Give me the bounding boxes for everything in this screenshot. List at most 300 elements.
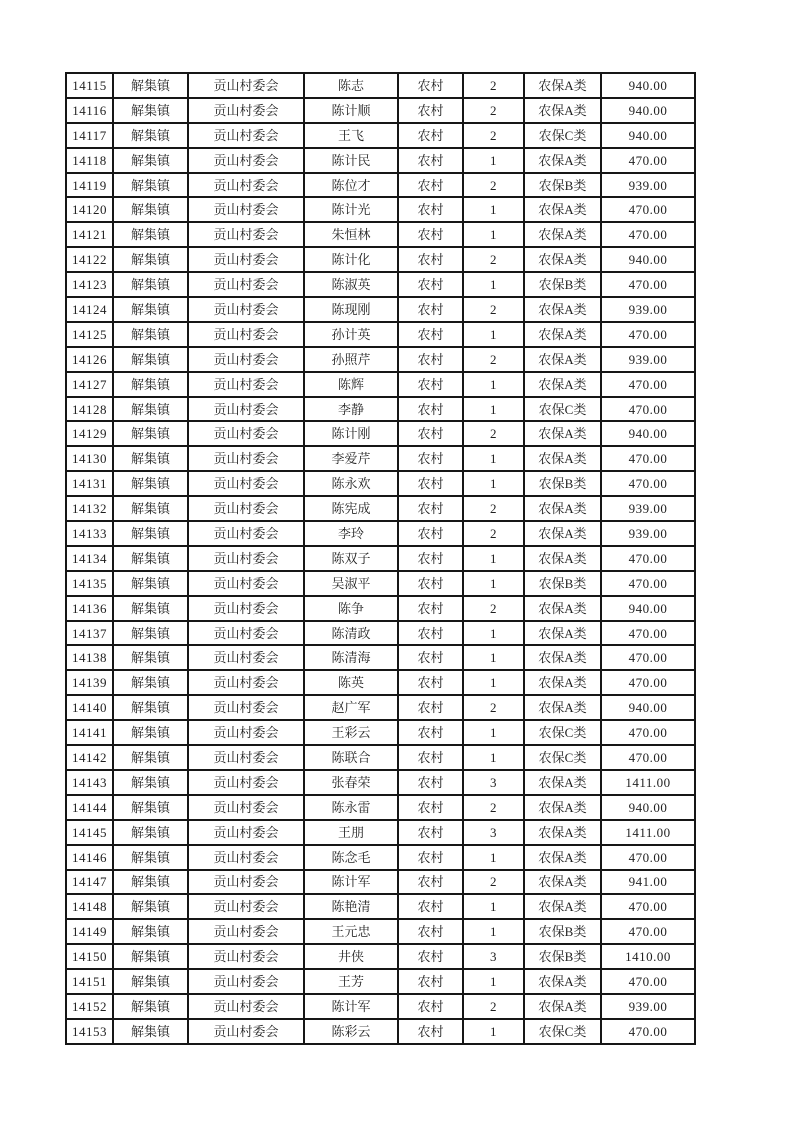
table-row (66, 546, 695, 571)
cell-residence-type: 农村 (398, 919, 463, 944)
cell-insurance-category: 农保C类 (524, 1019, 601, 1044)
cell-insurance-category: 农保A类 (524, 222, 601, 247)
cell-record-id: 14140 (66, 695, 113, 720)
cell-person-count: 2 (463, 123, 524, 148)
cell-town: 解集镇 (113, 969, 188, 994)
cell-name: 陈联合 (304, 745, 398, 770)
table-row (66, 820, 695, 845)
cell-village: 贡山村委会 (188, 347, 304, 372)
cell-insurance-category: 农保B类 (524, 272, 601, 297)
cell-person-count: 2 (463, 596, 524, 621)
table-row (66, 969, 695, 994)
cell-village: 贡山村委会 (188, 919, 304, 944)
cell-insurance-category: 农保A类 (524, 894, 601, 919)
cell-town: 解集镇 (113, 919, 188, 944)
cell-amount: 470.00 (601, 372, 695, 397)
cell-amount: 939.00 (601, 173, 695, 198)
cell-person-count: 1 (463, 222, 524, 247)
cell-insurance-category: 农保A类 (524, 695, 601, 720)
cell-person-count: 1 (463, 670, 524, 695)
table-row (66, 446, 695, 471)
cell-insurance-category: 农保A类 (524, 73, 601, 98)
cell-residence-type: 农村 (398, 546, 463, 571)
cell-record-id: 14118 (66, 148, 113, 173)
cell-village: 贡山村委会 (188, 222, 304, 247)
cell-name: 陈双子 (304, 546, 398, 571)
cell-village: 贡山村委会 (188, 297, 304, 322)
cell-amount: 470.00 (601, 720, 695, 745)
cell-amount: 1411.00 (601, 820, 695, 845)
cell-insurance-category: 农保A类 (524, 845, 601, 870)
table-body (66, 73, 695, 1044)
cell-village: 贡山村委会 (188, 571, 304, 596)
cell-person-count: 2 (463, 695, 524, 720)
cell-amount: 470.00 (601, 197, 695, 222)
cell-amount: 470.00 (601, 272, 695, 297)
cell-amount: 470.00 (601, 645, 695, 670)
cell-amount: 470.00 (601, 446, 695, 471)
cell-insurance-category: 农保A类 (524, 322, 601, 347)
cell-insurance-category: 农保C类 (524, 123, 601, 148)
cell-residence-type: 农村 (398, 173, 463, 198)
table-row (66, 322, 695, 347)
cell-person-count: 1 (463, 197, 524, 222)
table-row (66, 670, 695, 695)
cell-town: 解集镇 (113, 770, 188, 795)
cell-village: 贡山村委会 (188, 969, 304, 994)
cell-residence-type: 农村 (398, 222, 463, 247)
cell-record-id: 14138 (66, 645, 113, 670)
cell-record-id: 14133 (66, 521, 113, 546)
cell-town: 解集镇 (113, 845, 188, 870)
cell-amount: 470.00 (601, 1019, 695, 1044)
cell-insurance-category: 农保B类 (524, 919, 601, 944)
cell-amount: 470.00 (601, 894, 695, 919)
cell-name: 陈争 (304, 596, 398, 621)
cell-village: 贡山村委会 (188, 421, 304, 446)
cell-amount: 470.00 (601, 621, 695, 646)
table-row (66, 745, 695, 770)
cell-name: 张春荣 (304, 770, 398, 795)
cell-town: 解集镇 (113, 98, 188, 123)
cell-village: 贡山村委会 (188, 720, 304, 745)
cell-town: 解集镇 (113, 521, 188, 546)
cell-amount: 939.00 (601, 521, 695, 546)
cell-name: 王彩云 (304, 720, 398, 745)
cell-town: 解集镇 (113, 421, 188, 446)
cell-town: 解集镇 (113, 670, 188, 695)
table-row (66, 596, 695, 621)
cell-name: 陈淑英 (304, 272, 398, 297)
table-row (66, 720, 695, 745)
cell-town: 解集镇 (113, 596, 188, 621)
cell-town: 解集镇 (113, 870, 188, 895)
cell-name: 陈永欢 (304, 471, 398, 496)
cell-residence-type: 农村 (398, 123, 463, 148)
cell-town: 解集镇 (113, 347, 188, 372)
cell-insurance-category: 农保A类 (524, 297, 601, 322)
table-row (66, 870, 695, 895)
cell-town: 解集镇 (113, 397, 188, 422)
cell-record-id: 14124 (66, 297, 113, 322)
table-row (66, 98, 695, 123)
cell-person-count: 1 (463, 1019, 524, 1044)
cell-village: 贡山村委会 (188, 894, 304, 919)
table-row (66, 919, 695, 944)
cell-record-id: 14153 (66, 1019, 113, 1044)
cell-person-count: 1 (463, 471, 524, 496)
cell-amount: 939.00 (601, 297, 695, 322)
cell-record-id: 14116 (66, 98, 113, 123)
cell-residence-type: 农村 (398, 994, 463, 1019)
cell-name: 李爱芹 (304, 446, 398, 471)
cell-insurance-category: 农保A类 (524, 670, 601, 695)
cell-name: 陈计光 (304, 197, 398, 222)
cell-insurance-category: 农保C类 (524, 720, 601, 745)
cell-amount: 939.00 (601, 994, 695, 1019)
cell-village: 贡山村委会 (188, 471, 304, 496)
cell-town: 解集镇 (113, 73, 188, 98)
cell-village: 贡山村委会 (188, 372, 304, 397)
cell-amount: 470.00 (601, 322, 695, 347)
cell-village: 贡山村委会 (188, 322, 304, 347)
cell-village: 贡山村委会 (188, 770, 304, 795)
cell-residence-type: 农村 (398, 870, 463, 895)
cell-town: 解集镇 (113, 720, 188, 745)
cell-residence-type: 农村 (398, 496, 463, 521)
cell-record-id: 14120 (66, 197, 113, 222)
cell-name: 赵广军 (304, 695, 398, 720)
cell-insurance-category: 农保A类 (524, 645, 601, 670)
cell-record-id: 14144 (66, 795, 113, 820)
cell-insurance-category: 农保A类 (524, 421, 601, 446)
cell-person-count: 2 (463, 173, 524, 198)
cell-record-id: 14152 (66, 994, 113, 1019)
cell-town: 解集镇 (113, 645, 188, 670)
cell-amount: 470.00 (601, 397, 695, 422)
cell-insurance-category: 农保A类 (524, 969, 601, 994)
cell-residence-type: 农村 (398, 695, 463, 720)
cell-person-count: 1 (463, 720, 524, 745)
cell-town: 解集镇 (113, 795, 188, 820)
cell-record-id: 14117 (66, 123, 113, 148)
cell-residence-type: 农村 (398, 521, 463, 546)
cell-residence-type: 农村 (398, 197, 463, 222)
cell-village: 贡山村委会 (188, 1019, 304, 1044)
table-row (66, 397, 695, 422)
cell-name: 陈志 (304, 73, 398, 98)
cell-insurance-category: 农保C类 (524, 745, 601, 770)
cell-residence-type: 农村 (398, 297, 463, 322)
table-row (66, 347, 695, 372)
cell-village: 贡山村委会 (188, 73, 304, 98)
cell-record-id: 14136 (66, 596, 113, 621)
table-row (66, 173, 695, 198)
cell-amount: 470.00 (601, 471, 695, 496)
cell-village: 贡山村委会 (188, 546, 304, 571)
cell-amount: 940.00 (601, 98, 695, 123)
cell-town: 解集镇 (113, 894, 188, 919)
cell-amount: 940.00 (601, 73, 695, 98)
cell-person-count: 1 (463, 645, 524, 670)
cell-person-count: 2 (463, 347, 524, 372)
cell-insurance-category: 农保B类 (524, 571, 601, 596)
table-row (66, 994, 695, 1019)
cell-village: 贡山村委会 (188, 247, 304, 272)
cell-record-id: 14123 (66, 272, 113, 297)
cell-village: 贡山村委会 (188, 496, 304, 521)
cell-person-count: 1 (463, 446, 524, 471)
cell-insurance-category: 农保B类 (524, 173, 601, 198)
table-row (66, 770, 695, 795)
cell-town: 解集镇 (113, 994, 188, 1019)
cell-residence-type: 农村 (398, 372, 463, 397)
cell-town: 解集镇 (113, 148, 188, 173)
cell-name: 李玲 (304, 521, 398, 546)
cell-residence-type: 农村 (398, 820, 463, 845)
cell-name: 李静 (304, 397, 398, 422)
table-row (66, 73, 695, 98)
cell-town: 解集镇 (113, 471, 188, 496)
cell-residence-type: 农村 (398, 670, 463, 695)
cell-insurance-category: 农保A类 (524, 372, 601, 397)
cell-town: 解集镇 (113, 322, 188, 347)
cell-residence-type: 农村 (398, 148, 463, 173)
cell-record-id: 14148 (66, 894, 113, 919)
cell-village: 贡山村委会 (188, 621, 304, 646)
cell-town: 解集镇 (113, 944, 188, 969)
cell-insurance-category: 农保A类 (524, 148, 601, 173)
table-row (66, 571, 695, 596)
cell-town: 解集镇 (113, 197, 188, 222)
cell-amount: 939.00 (601, 496, 695, 521)
cell-village: 贡山村委会 (188, 272, 304, 297)
cell-person-count: 2 (463, 421, 524, 446)
cell-name: 陈永雷 (304, 795, 398, 820)
cell-record-id: 14143 (66, 770, 113, 795)
cell-record-id: 14135 (66, 571, 113, 596)
cell-town: 解集镇 (113, 745, 188, 770)
cell-person-count: 1 (463, 272, 524, 297)
cell-person-count: 3 (463, 820, 524, 845)
table-row (66, 297, 695, 322)
cell-insurance-category: 农保A类 (524, 621, 601, 646)
table-row (66, 197, 695, 222)
cell-person-count: 1 (463, 571, 524, 596)
cell-record-id: 14145 (66, 820, 113, 845)
cell-person-count: 1 (463, 322, 524, 347)
cell-person-count: 3 (463, 770, 524, 795)
cell-name: 陈艳清 (304, 894, 398, 919)
cell-record-id: 14128 (66, 397, 113, 422)
cell-residence-type: 农村 (398, 322, 463, 347)
cell-residence-type: 农村 (398, 596, 463, 621)
cell-village: 贡山村委会 (188, 123, 304, 148)
cell-person-count: 1 (463, 372, 524, 397)
cell-record-id: 14131 (66, 471, 113, 496)
cell-amount: 940.00 (601, 695, 695, 720)
cell-record-id: 14134 (66, 546, 113, 571)
cell-person-count: 2 (463, 870, 524, 895)
cell-town: 解集镇 (113, 222, 188, 247)
cell-record-id: 14125 (66, 322, 113, 347)
cell-residence-type: 农村 (398, 845, 463, 870)
cell-record-id: 14139 (66, 670, 113, 695)
cell-person-count: 1 (463, 546, 524, 571)
cell-name: 陈位才 (304, 173, 398, 198)
cell-record-id: 14119 (66, 173, 113, 198)
cell-residence-type: 农村 (398, 73, 463, 98)
cell-name: 陈计军 (304, 994, 398, 1019)
cell-residence-type: 农村 (398, 969, 463, 994)
cell-residence-type: 农村 (398, 944, 463, 969)
table-row (66, 222, 695, 247)
cell-amount: 470.00 (601, 670, 695, 695)
table-row (66, 645, 695, 670)
cell-name: 朱恒林 (304, 222, 398, 247)
cell-amount: 1410.00 (601, 944, 695, 969)
cell-town: 解集镇 (113, 621, 188, 646)
table-row (66, 521, 695, 546)
cell-residence-type: 农村 (398, 471, 463, 496)
cell-record-id: 14142 (66, 745, 113, 770)
cell-record-id: 14150 (66, 944, 113, 969)
cell-village: 贡山村委会 (188, 645, 304, 670)
cell-insurance-category: 农保A类 (524, 870, 601, 895)
cell-record-id: 14130 (66, 446, 113, 471)
cell-residence-type: 农村 (398, 894, 463, 919)
cell-name: 王飞 (304, 123, 398, 148)
cell-record-id: 14137 (66, 621, 113, 646)
cell-name: 陈辉 (304, 372, 398, 397)
cell-insurance-category: 农保A类 (524, 770, 601, 795)
cell-record-id: 14121 (66, 222, 113, 247)
cell-town: 解集镇 (113, 297, 188, 322)
cell-person-count: 2 (463, 247, 524, 272)
cell-amount: 940.00 (601, 421, 695, 446)
cell-town: 解集镇 (113, 820, 188, 845)
cell-person-count: 2 (463, 98, 524, 123)
cell-insurance-category: 农保A类 (524, 247, 601, 272)
cell-name: 孙计英 (304, 322, 398, 347)
cell-record-id: 14149 (66, 919, 113, 944)
cell-residence-type: 农村 (398, 347, 463, 372)
cell-insurance-category: 农保A类 (524, 820, 601, 845)
table-row (66, 621, 695, 646)
cell-village: 贡山村委会 (188, 148, 304, 173)
cell-village: 贡山村委会 (188, 870, 304, 895)
cell-record-id: 14126 (66, 347, 113, 372)
cell-amount: 470.00 (601, 148, 695, 173)
cell-amount: 470.00 (601, 969, 695, 994)
table-row (66, 496, 695, 521)
cell-person-count: 2 (463, 795, 524, 820)
cell-town: 解集镇 (113, 372, 188, 397)
table-row (66, 944, 695, 969)
cell-name: 孙照芹 (304, 347, 398, 372)
cell-amount: 470.00 (601, 919, 695, 944)
cell-residence-type: 农村 (398, 272, 463, 297)
cell-amount: 1411.00 (601, 770, 695, 795)
cell-town: 解集镇 (113, 173, 188, 198)
cell-village: 贡山村委会 (188, 944, 304, 969)
cell-record-id: 14129 (66, 421, 113, 446)
cell-name: 陈计民 (304, 148, 398, 173)
cell-person-count: 1 (463, 745, 524, 770)
cell-village: 贡山村委会 (188, 994, 304, 1019)
cell-insurance-category: 农保A类 (524, 98, 601, 123)
cell-record-id: 14146 (66, 845, 113, 870)
cell-village: 贡山村委会 (188, 695, 304, 720)
cell-residence-type: 农村 (398, 247, 463, 272)
cell-residence-type: 农村 (398, 397, 463, 422)
table-row (66, 471, 695, 496)
cell-person-count: 2 (463, 994, 524, 1019)
cell-amount: 940.00 (601, 596, 695, 621)
table-row (66, 795, 695, 820)
cell-amount: 470.00 (601, 845, 695, 870)
cell-amount: 470.00 (601, 745, 695, 770)
cell-name: 陈现刚 (304, 297, 398, 322)
cell-village: 贡山村委会 (188, 98, 304, 123)
cell-person-count: 1 (463, 397, 524, 422)
cell-residence-type: 农村 (398, 770, 463, 795)
cell-village: 贡山村委会 (188, 446, 304, 471)
table-row (66, 372, 695, 397)
cell-insurance-category: 农保C类 (524, 397, 601, 422)
cell-name: 陈彩云 (304, 1019, 398, 1044)
cell-village: 贡山村委会 (188, 820, 304, 845)
cell-insurance-category: 农保A类 (524, 446, 601, 471)
table-row (66, 421, 695, 446)
table-row (66, 247, 695, 272)
cell-insurance-category: 农保A类 (524, 795, 601, 820)
cell-village: 贡山村委会 (188, 397, 304, 422)
cell-amount: 940.00 (601, 795, 695, 820)
cell-town: 解集镇 (113, 247, 188, 272)
cell-name: 吴淑平 (304, 571, 398, 596)
cell-person-count: 1 (463, 148, 524, 173)
cell-residence-type: 农村 (398, 1019, 463, 1044)
cell-insurance-category: 农保A类 (524, 197, 601, 222)
table-row (66, 894, 695, 919)
cell-insurance-category: 农保A类 (524, 496, 601, 521)
cell-record-id: 14151 (66, 969, 113, 994)
cell-person-count: 1 (463, 919, 524, 944)
table-row (66, 1019, 695, 1044)
cell-name: 王朋 (304, 820, 398, 845)
cell-record-id: 14122 (66, 247, 113, 272)
cell-residence-type: 农村 (398, 571, 463, 596)
cell-residence-type: 农村 (398, 446, 463, 471)
cell-person-count: 1 (463, 969, 524, 994)
cell-name: 王元忠 (304, 919, 398, 944)
cell-residence-type: 农村 (398, 98, 463, 123)
cell-name: 陈计军 (304, 870, 398, 895)
payment-table (65, 72, 696, 1045)
cell-insurance-category: 农保A类 (524, 596, 601, 621)
cell-village: 贡山村委会 (188, 596, 304, 621)
cell-record-id: 14147 (66, 870, 113, 895)
cell-record-id: 14132 (66, 496, 113, 521)
cell-name: 井侠 (304, 944, 398, 969)
cell-record-id: 14127 (66, 372, 113, 397)
cell-town: 解集镇 (113, 1019, 188, 1044)
cell-amount: 941.00 (601, 870, 695, 895)
cell-person-count: 2 (463, 297, 524, 322)
table-row (66, 148, 695, 173)
cell-amount: 470.00 (601, 222, 695, 247)
